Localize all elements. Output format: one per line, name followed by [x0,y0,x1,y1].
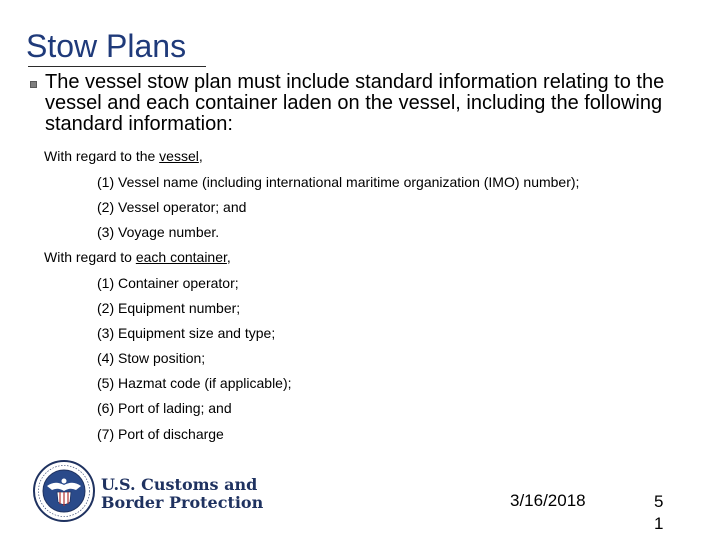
logo-text-line2: Border Protection [101,493,264,512]
cbp-logo [33,460,264,520]
vessel-heading-prefix: With regard to the [44,148,160,164]
title-underline [28,66,206,67]
container-item: (3) Equipment size and type; [97,325,276,341]
container-item: (1) Container operator; [97,275,239,291]
container-section-heading [44,248,231,266]
container-item: (2) Equipment number; [97,300,241,316]
square-bullet-icon [30,81,37,88]
dhs-seal-icon [33,460,95,522]
container-heading-prefix: With regard to [44,249,136,265]
slide-date: 3/16/2018 [510,491,586,510]
container-heading-suffix: , [226,249,231,265]
vessel-item: (3) Voyage number. [97,224,220,240]
slide-page-number: 51 [654,492,664,533]
vessel-item: (1) Vessel name (including international maritime organization (IMO) number); [97,174,580,190]
vessel-heading-suffix: , [198,148,203,164]
container-item: (7) Port of discharge [97,426,224,442]
container-item: (5) Hazmat code (if applicable); [97,375,292,391]
logo-text-line1: U.S. Customs and [101,475,258,494]
vessel-section-heading [44,147,203,165]
container-item: (6) Port of lading; and [97,400,232,416]
container-heading-highlight: each container [135,249,227,265]
slide-title: Stow Plans [26,28,187,64]
vessel-heading-highlight: vessel [159,148,199,164]
container-item: (4) Stow position; [97,350,206,366]
main-bullet-text: The vessel stow plan must include standard information relating to the vessel and each container laden on the vessel, including the following standard information: [45,71,665,135]
vessel-item: (2) Vessel operator; and [97,199,247,215]
